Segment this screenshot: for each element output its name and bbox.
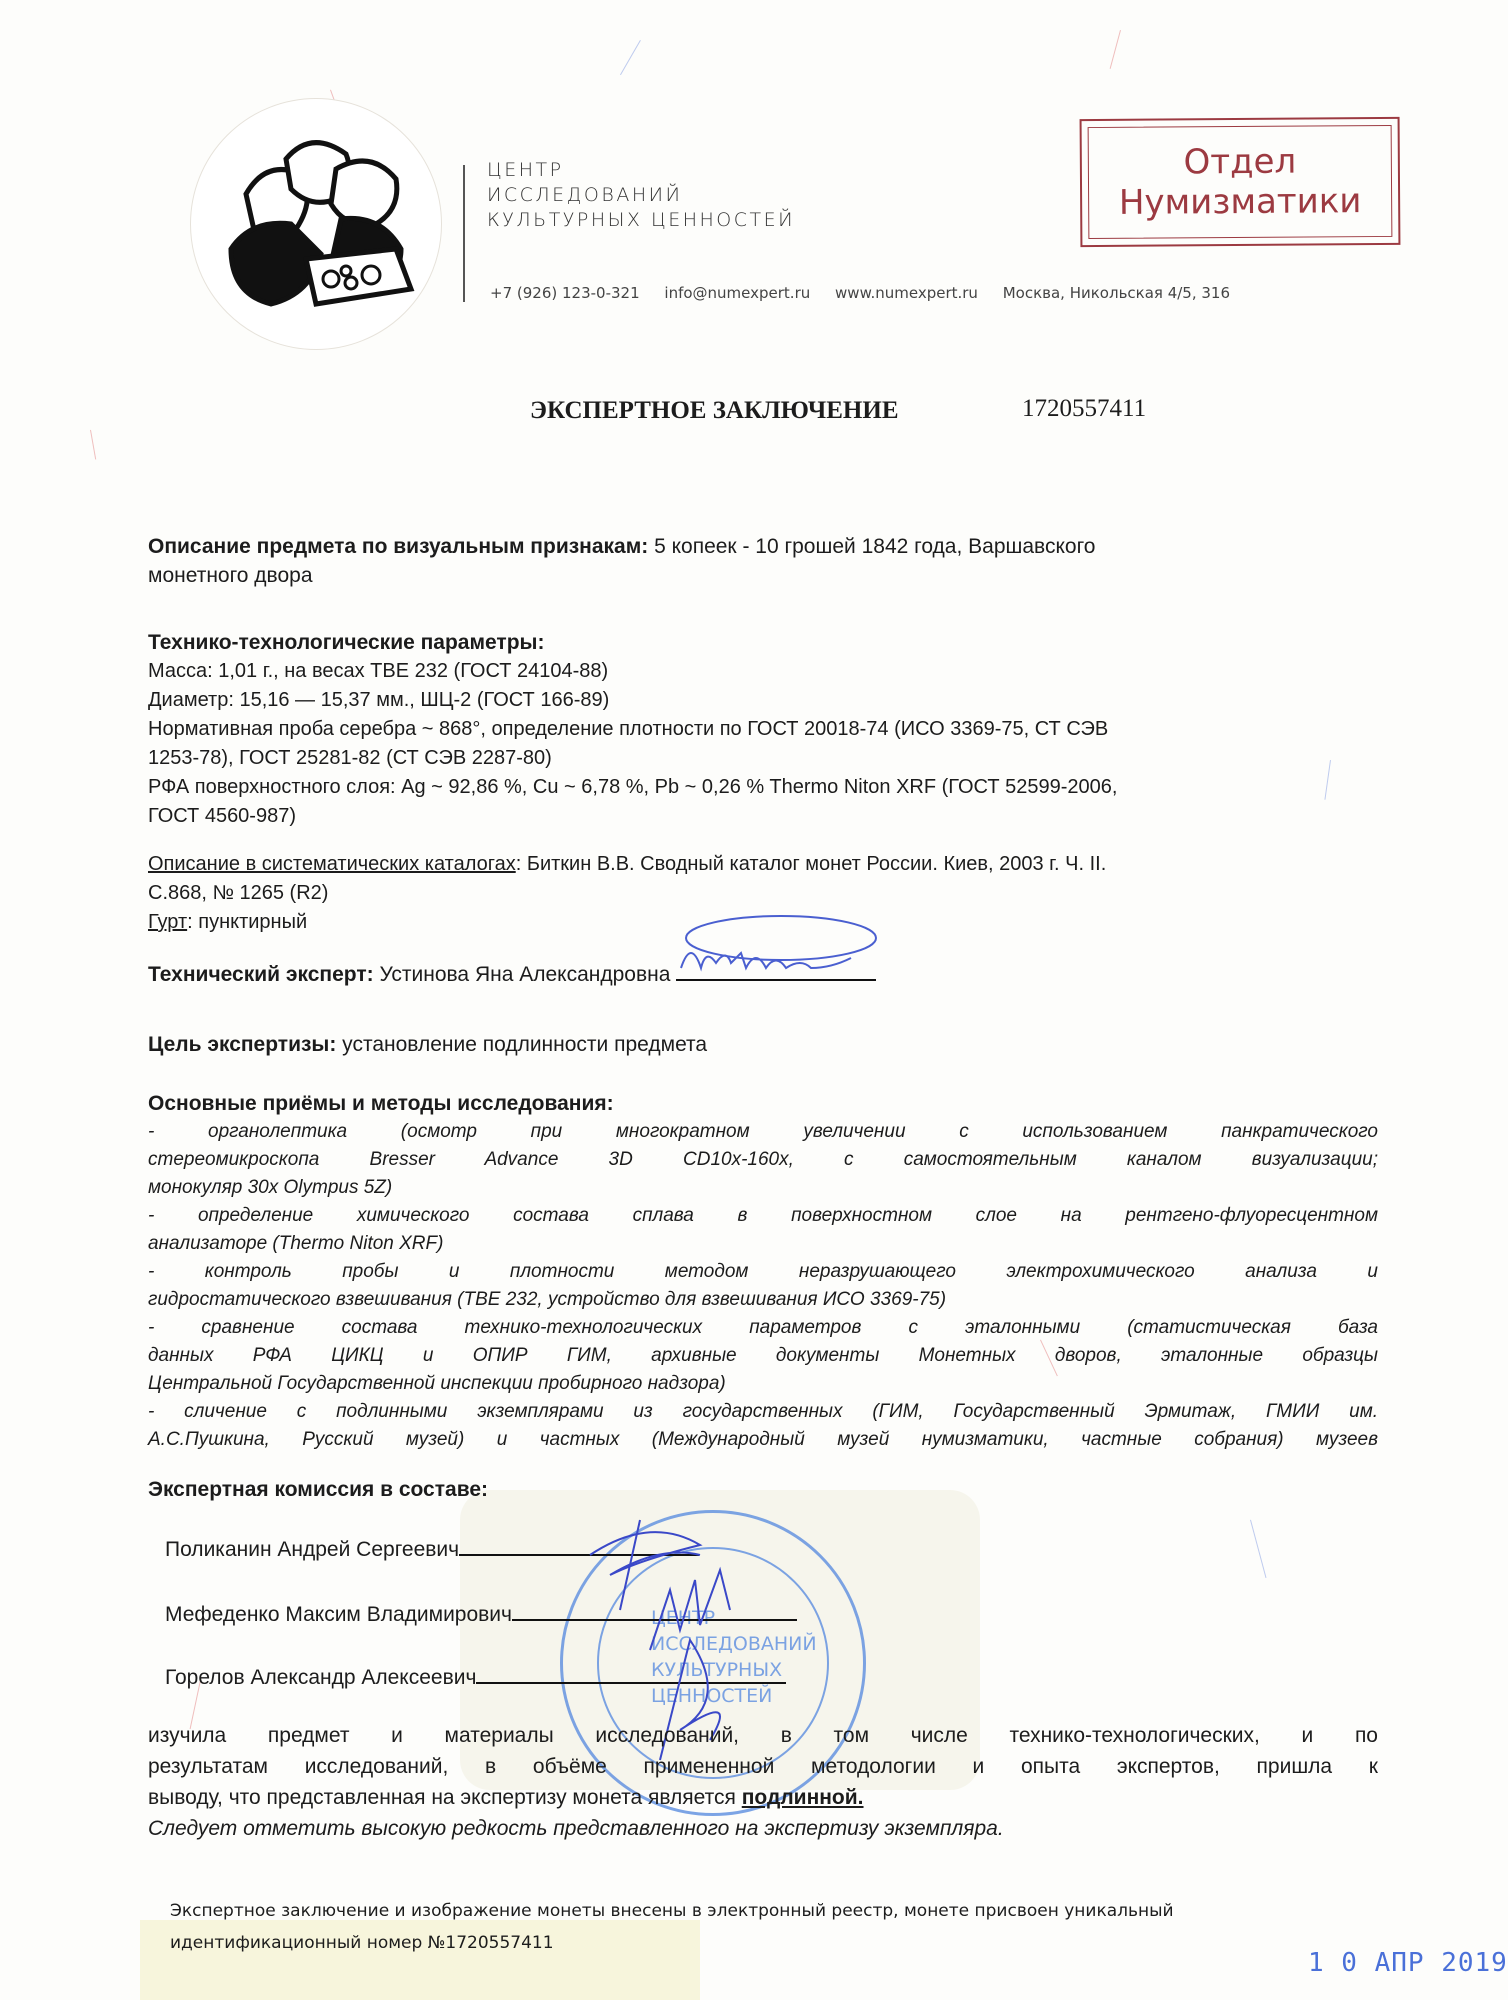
organization-name bbox=[487, 158, 795, 233]
technical-line: РФА поверхностного слоя: Ag ~ 92,86 %, Cu ~ 6,78 %, Pb ~ 0,26 % Thermo Niton XRF (ГОСТ 52599-2006, bbox=[148, 776, 1118, 798]
expert-name: Устинова Яна Александровна bbox=[373, 963, 677, 986]
method-line: - определение химического состава сплава в поверхностном слое на рентгено-флуоресцентном bbox=[148, 1205, 1378, 1226]
technical-parameters bbox=[148, 628, 1378, 831]
org-name-line: ИССЛЕДОВАНИЙ bbox=[487, 184, 683, 206]
method-line: - органолептика (осмотр при многократном увеличении с использованием панкратического bbox=[148, 1121, 1378, 1142]
conclusion-line: выводу, что представленная на экспертизу монета является bbox=[148, 1786, 742, 1809]
edge-label: Гурт bbox=[148, 911, 188, 933]
seal-text-line: ЦЕНТР bbox=[651, 1607, 716, 1629]
expert-label: Технический эксперт: bbox=[148, 963, 374, 986]
registry-note-line: Экспертное заключение и изображение монеты внесены в электронный реестр, монете присвоен уникальный bbox=[170, 1901, 1174, 1921]
date-stamp: 1 0 АПР 2019 bbox=[1308, 1948, 1508, 1978]
purpose-value: установление подлинности предмета bbox=[336, 1033, 708, 1056]
seal-text-line: ЦЕННОСТЕЙ bbox=[651, 1685, 773, 1707]
department-stamp bbox=[1080, 117, 1401, 247]
method-line: - сравнение состава технико-технологических параметров с эталонными (статистическая база bbox=[148, 1317, 1378, 1338]
catalog-label: Описание в систематических каталогах bbox=[148, 853, 516, 875]
organization-logo bbox=[190, 98, 442, 350]
member-name: Мефеденко Максим Владимирович bbox=[165, 1603, 512, 1626]
expert-signature-line bbox=[676, 961, 876, 981]
registry-id-line: идентификационный номер №1720557411 bbox=[170, 1933, 554, 1953]
registry-note bbox=[170, 1895, 1400, 1959]
website-link[interactable]: www.numexpert.ru bbox=[835, 284, 978, 302]
method-line: монокуляр 30x Olympus 5Z) bbox=[148, 1177, 393, 1198]
catalog-value: : Биткин В.В. Сводный каталог монет России. Киев, 2003 г. Ч. II. bbox=[515, 853, 1107, 875]
technical-line: Диаметр: 15,16 — 15,37 мм., ШЦ-2 (ГОСТ 166-89) bbox=[148, 689, 610, 711]
department-stamp-line: Нумизматики bbox=[1118, 181, 1362, 223]
expert-commission bbox=[148, 1475, 1378, 1504]
org-name-line: ЦЕНТР bbox=[487, 159, 564, 181]
email-link[interactable]: info@numexpert.ru bbox=[664, 284, 811, 302]
coin-experts-engraving-icon bbox=[191, 99, 441, 349]
paper-fiber bbox=[620, 40, 641, 75]
technical-expert bbox=[148, 960, 1378, 989]
conclusion bbox=[148, 1720, 1378, 1844]
seal-text-line: ИССЛЕДОВАНИЙ bbox=[651, 1633, 817, 1655]
org-name-line: КУЛЬТУРНЫХ ЦЕННОСТЕЙ bbox=[487, 209, 795, 231]
research-methods bbox=[148, 1090, 1378, 1454]
paper-fiber bbox=[90, 430, 96, 460]
phone-number: +7 (926) 123-0-321 bbox=[490, 284, 640, 302]
verdict-authentic: подлинной. bbox=[741, 1786, 864, 1809]
header-divider bbox=[463, 165, 465, 302]
description-label: Описание предмета по визуальным признакам: bbox=[148, 535, 649, 558]
member-name: Горелов Александр Алексеевич bbox=[165, 1666, 477, 1689]
technical-label: Технико-технологические параметры: bbox=[148, 631, 545, 654]
purpose-label: Цель экспертизы: bbox=[148, 1033, 337, 1056]
commission-label: Экспертная комиссия в составе: bbox=[148, 1478, 489, 1501]
document-number: 1720557411 bbox=[1022, 395, 1147, 422]
rarity-note: Следует отметить высокую редкость представленного на экспертизу экземпляра. bbox=[148, 1817, 1004, 1840]
seal-text-line: КУЛЬТУРНЫХ bbox=[651, 1659, 783, 1681]
edge-value: : пунктирный bbox=[187, 911, 308, 933]
conclusion-line: результатам исследований, в объёме примененной методологии и опыта экспертов, пришла к bbox=[148, 1755, 1378, 1778]
conclusion-line: изучила предмет и материалы исследований, в том числе технико-технологических, и по bbox=[148, 1724, 1378, 1747]
technical-line: Масса: 1,01 г., на весах ТВЕ 232 (ГОСТ 24104-88) bbox=[148, 660, 609, 682]
expert-signature-icon bbox=[671, 913, 891, 983]
address: Москва, Никольская 4/5, 316 bbox=[1002, 284, 1231, 302]
catalog-value-cont: С.868, № 1265 (R2) bbox=[148, 882, 329, 904]
method-line: Центральной Государственной инспекции пробирного надзора) bbox=[148, 1373, 726, 1394]
method-line: стереомикроскопа Bresser Advance 3D CD10x-160x, с самостоятельным каналом визуализации; bbox=[148, 1149, 1378, 1170]
method-line: - сличение с подлинными экземплярами из государственных (ГИМ, Государственный Эрмитаж, ГМИИ им. bbox=[148, 1401, 1378, 1422]
methods-label: Основные приёмы и методы исследования: bbox=[148, 1092, 614, 1115]
description-value: 5 копеек - 10 грошей 1842 года, Варшавского bbox=[648, 535, 1096, 558]
method-line: - контроль пробы и плотности методом неразрушающего электрохимического анализа и bbox=[148, 1261, 1378, 1282]
method-line: данных РФА ЦИКЦ и ОПИР ГИМ, архивные документы Монетных дворов, эталонные образцы bbox=[148, 1345, 1378, 1366]
technical-line: ГОСТ 4560-987) bbox=[148, 805, 296, 827]
description-value-cont: монетного двора bbox=[148, 564, 313, 587]
document-title: ЭКСПЕРТНОЕ ЗАКЛЮЧЕНИЕ bbox=[530, 397, 899, 424]
method-line: А.С.Пушкина, Русский музей) и частных (Международный музей нумизматики, частные собрания) музеев bbox=[148, 1429, 1378, 1450]
department-stamp-line: Отдел bbox=[1183, 141, 1297, 183]
item-description bbox=[148, 532, 1378, 590]
technical-line: Нормативная проба серебра ~ 868°, определение плотности по ГОСТ 20018-74 (ИСО 3369-75, СТ СЭВ bbox=[148, 718, 1109, 740]
method-line: гидростатического взвешивания (ТВЕ 232, устройство для взвешивания ИСО 3369-75) bbox=[148, 1289, 947, 1310]
method-line: анализаторе (Thermo Niton XRF) bbox=[148, 1233, 444, 1254]
examination-purpose bbox=[148, 1030, 1378, 1059]
member-name: Поликанин Андрей Сергеевич bbox=[165, 1538, 460, 1561]
paper-fiber bbox=[1110, 30, 1121, 69]
contact-line bbox=[490, 284, 1250, 302]
technical-line: 1253-78), ГОСТ 25281-82 (СТ СЭВ 2287-80) bbox=[148, 747, 552, 769]
